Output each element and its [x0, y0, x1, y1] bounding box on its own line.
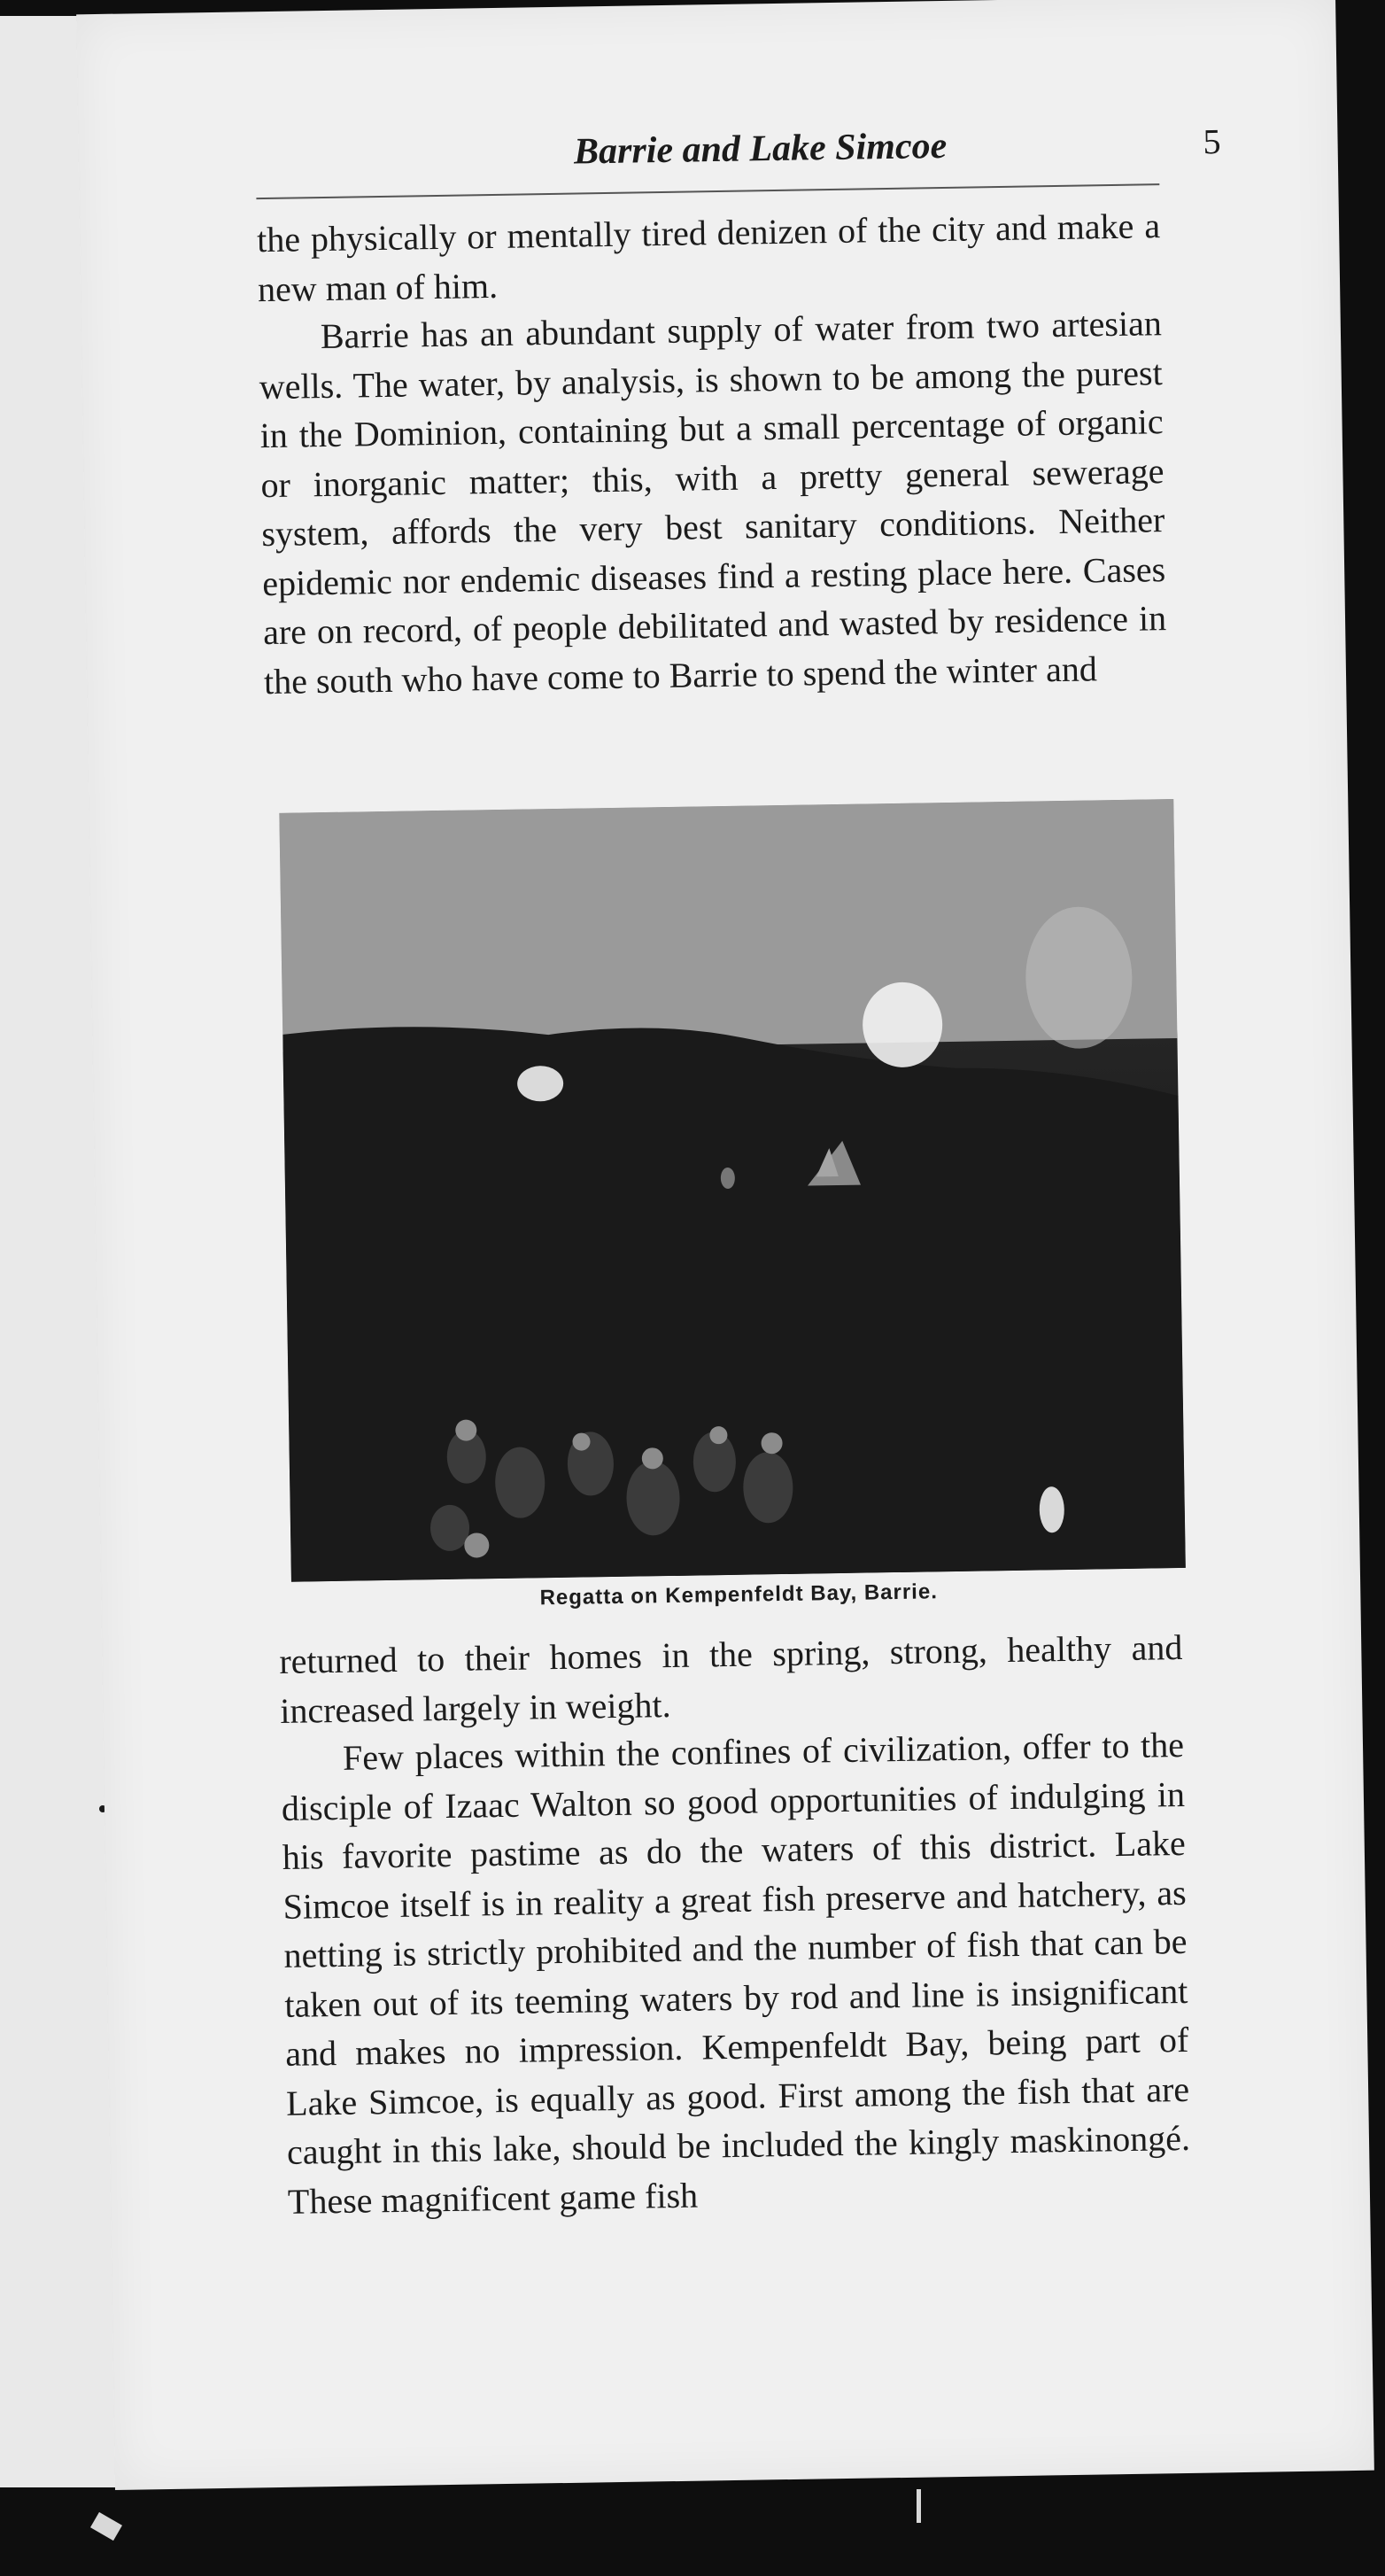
paragraph-water-supply: Barrie has an abundant supply of water from two artesian wells. The water, by analysis, is shown to be among the purest in the Dominion, containing but a small percentage of organic or inorganic matter; this, with a pretty general sewerage system, affords the very best sanitary conditions. Neither epidemic nor endemic diseases find a resting place here. Cases are on record, of people debilitated and wasted by residence in the south who have come to Barrie to spend the winter and	[259, 303, 1167, 702]
page-header	[255, 120, 1265, 189]
figure-caption: Regatta on Kempenfeldt Bay, Barrie.	[539, 1579, 939, 1610]
paragraph-fishing: Few places within the confines of civilization, offer to the disciple of Izaac Walton so good opportunities of indulging in his favorite pastime as do the waters of this district. Lake Simcoe itself is in reality a great fish preserve and hatchery, as netting is strictly prohibited and the number of fish that can be taken out of its teeming waters by rod and line is insignificant and makes no impression. Kempenfeldt Bay, being part of Lake Simcoe, is equally as good. First among the fish that are caught in this lake, should be included the kingly maskinongé. These magnificent game fish	[281, 1724, 1191, 2222]
page-number: 5	[1203, 121, 1221, 162]
paragraph-continued: the physically or mentally tired denizen of the city and make a new man of him.	[256, 206, 1161, 309]
scan-artifact	[90, 2512, 122, 2541]
paragraph-return: returned to their homes in the spring, strong, healthy and increased largely in weight.	[279, 1626, 1183, 1731]
scan-artifact	[917, 2489, 921, 2523]
photo-drawing	[279, 799, 1186, 1582]
running-title: Barrie and Lake Simcoe	[573, 125, 948, 173]
regatta-photograph	[279, 799, 1186, 1582]
book-page	[76, 0, 1374, 2490]
